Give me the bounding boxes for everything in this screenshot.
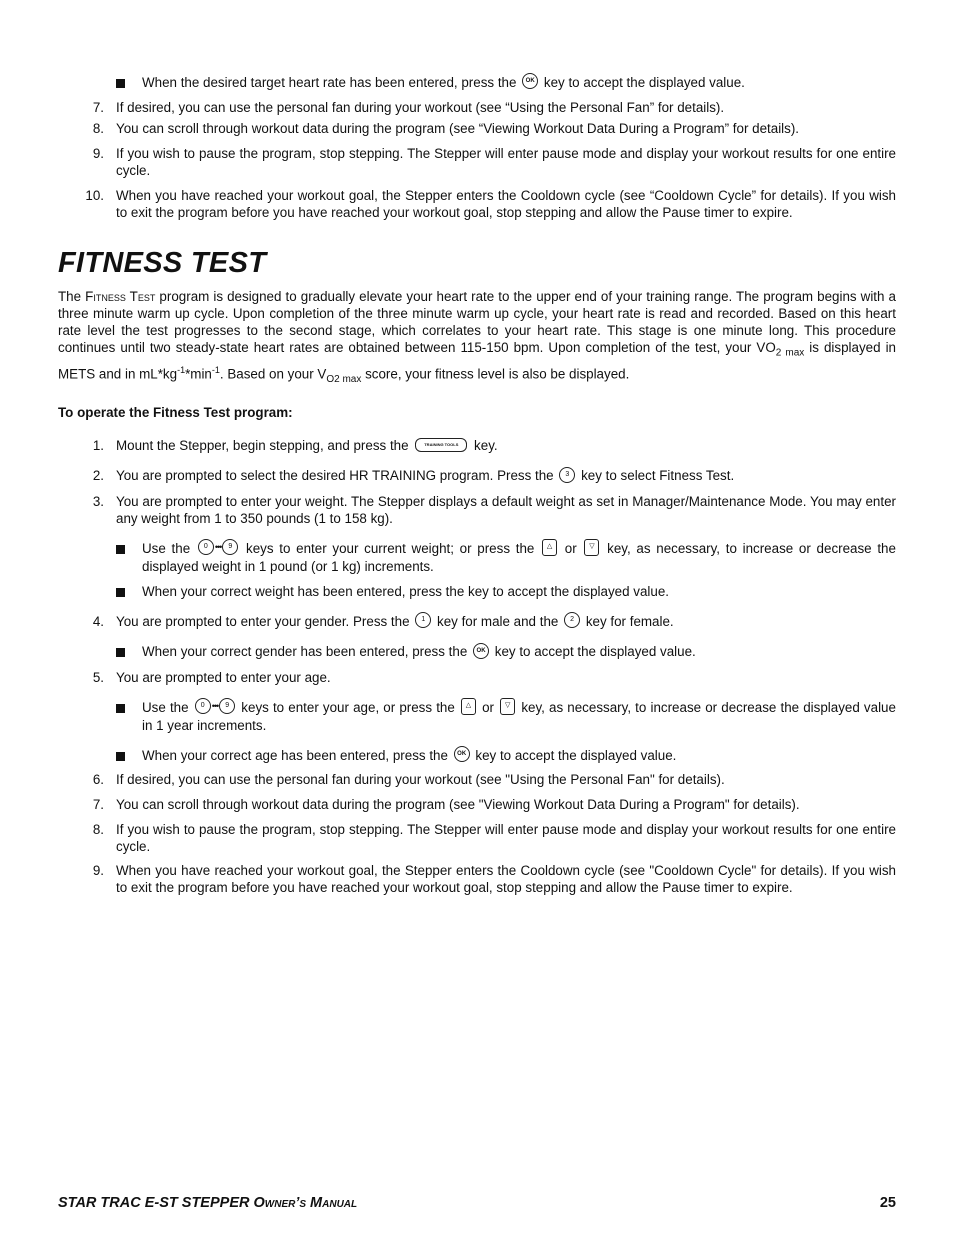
list-item: 7. If desired, you can use the personal fan during your workout (see “Using the Personal Fan” for details). [92,100,725,116]
number-keys-icon: 0 ••• 9 [198,539,238,556]
bullet-weight-keys: Use the 0 ••• 9 keys to enter your current weight; or press the △ or ▽ key, as necessary, to increase or decrease the displayed weight in 1 pound (or 1 kg) increments. [58,540,896,575]
list-item: 9. If you wish to pause the program, stop stepping. The Stepper will enter pause mode and display your workout results for one entire cycle. [92,146,896,179]
bullet-age-accept: When your correct age has been entered, press the OK key to accept the displayed value. [58,747,896,764]
list-item: 10. When you have reached your workout goal, the Stepper enters the Cooldown cycle (see “Cooldown Cycle” for details). If you wish to exit the program before you have reached your workout goal, stop stepping and allow the Pause timer to expire. [85,188,896,221]
list-item: 8. You can scroll through workout data during the program (see “Viewing Workout Data During a Program” for details). [92,121,800,137]
down-arrow-key-icon: ▽ [584,539,599,556]
page-content [58,66,896,896]
step-7: 7. You can scroll through workout data during the program (see "Viewing Workout Data During a Program" for details). [92,796,800,812]
square-bullet-icon [116,648,125,657]
step-5: 5. You are prompted to enter your age. [92,669,331,685]
intro-paragraph: The Fitness Test program is designed to gradually elevate your heart rate to the upper end of your training range. The program begins with a three minute warm up cycle. Upon completion of the three minute warm up cycle, your heart rate is read and recorded. Based on this heart rate level the test progresses to the second stage, which correlates to your heart rate. This stage is one minute long. This procedure continues until two steady-state heart rates are obtained between 115-150 bpm. Upon completion of the test, your $VO_{2 max}$ is displayed in METS and in $mL*kg^{-1}*\min^{-1}$. Based on your $V_{O2 max}$ score, your fitness level is also be displayed. [58,289,896,386]
square-bullet-icon [116,545,125,554]
training-tools-key-icon: TRAINING TOOLS [415,438,467,452]
step-1: 1. Mount the Stepper, begin stepping, and press the TRAINING TOOLS key. [92,438,498,454]
step-3: 3. You are prompted to enter your weight. The Stepper displays a default weight as set in Manager/Maintenance Mode. You may enter any weight from 1 to 350 pounds (1 to 158 kg). [92,493,896,526]
step-2: 2. You are prompted to select the desired HR TRAINING program. Press the 3 key to select Fitness Test. [92,468,735,484]
number-keys-icon: 0 ••• 9 [195,698,235,715]
step-9: 9. When you have reached your workout goal, the Stepper enters the Cooldown cycle (see "Cooldown Cycle" for details). If you wish to exit the program before you have reached your workout goal, stop stepping and allow the Pause timer to expire. [92,862,896,895]
down-arrow-key-icon: ▽ [500,698,515,715]
page-number: 25 [879,1195,896,1211]
ok-key-icon: OK [522,73,538,89]
square-bullet-icon [116,588,125,597]
key-3-icon: 3 [559,467,575,483]
subheading: To operate the Fitness Test program: [58,405,293,421]
step-4: 4. You are prompted to enter your gender. Press the 1 key for male and the 2 key for female. [92,613,674,629]
footer-title: STAR TRAC E-ST STEPPER Owner’s Manual [58,1195,358,1211]
up-arrow-key-icon: △ [461,698,476,715]
bullet-weight-accept: When your correct weight has been entered, press the key to accept the displayed value. [58,583,896,600]
section-title: FITNESS TEST [58,247,267,280]
up-arrow-key-icon: △ [542,539,557,556]
key-2-icon: 2 [564,612,580,628]
bullet-age-keys: Use the 0 ••• 9 keys to enter your age, or press the △ or ▽ key, as necessary, to increase or decrease the displayed value in 1 year increments. [58,699,896,734]
bullet-gender-accept: When your correct gender has been entered, press the OK key to accept the displayed value. [58,643,896,660]
page-footer [58,1195,896,1211]
square-bullet-icon [116,752,125,761]
step-6: 6. If desired, you can use the personal fan during your workout (see "Using the Personal Fan" for details). [92,771,725,787]
square-bullet-icon [116,79,125,88]
ok-key-icon: OK [454,746,470,762]
square-bullet-icon [116,704,125,713]
key-1-icon: 1 [415,612,431,628]
bullet-accept-hr: When the desired target heart rate has been entered, press the OK key to accept the displayed value. [58,74,896,91]
step-8: 8. If you wish to pause the program, stop stepping. The Stepper will enter pause mode and display your workout results for one entire cycle. [92,821,896,854]
ok-key-icon: OK [473,643,489,659]
